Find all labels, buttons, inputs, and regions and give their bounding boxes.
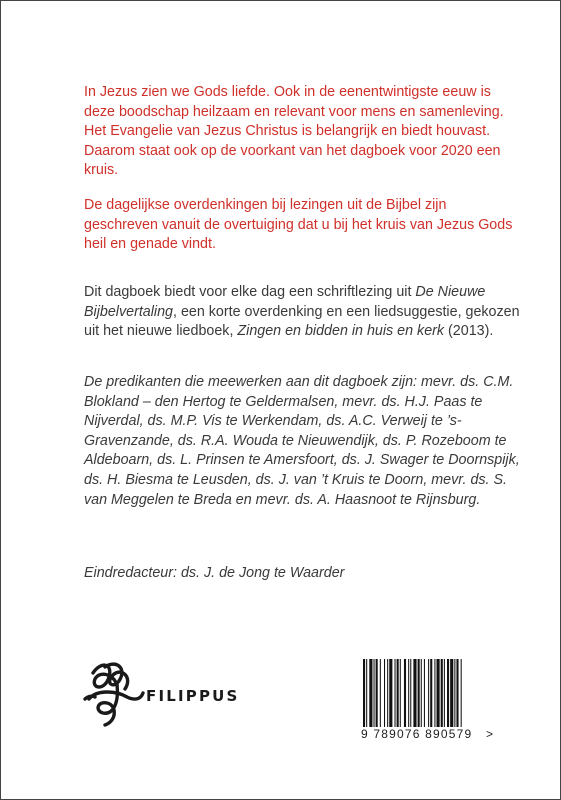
barcode-bar — [389, 659, 392, 727]
publisher-logo — [83, 659, 263, 734]
barcode-bar — [408, 659, 409, 727]
barcode-bar — [461, 659, 462, 727]
barcode-bar — [374, 659, 375, 727]
intro-paragraph-red: In Jezus zien we Gods liefde. Ook in de eenentwintigste eeuw is deze boodschap heilzaam en relevant voor mens en samenleving. Het Evangelie van Jezus Christus is belangrijk en biedt houvast. Daarom staat ook op de voorkant van het dagboek voor 2020 een kruis. — [84, 84, 504, 179]
barcode-bar — [424, 659, 425, 727]
description-text-3: (2013). — [444, 323, 494, 340]
barcode-bar — [454, 659, 455, 727]
barcode-bar — [430, 659, 432, 727]
preachers-intro: De predikanten die meewerken aan dit dagboek zijn: — [84, 374, 421, 390]
barcode-bar — [387, 659, 388, 727]
editor-credit: Eindredacteur: ds. J. de Jong te Waarder — [84, 565, 345, 581]
barcode-bar — [450, 659, 453, 727]
barcode-bar — [384, 659, 385, 727]
barcode-bar — [441, 659, 443, 727]
barcode-bar — [437, 659, 440, 727]
description-text-2: , een korte overdenking en een liedsuggestie, gekozen uit het nieuwe liedboek, — [84, 303, 520, 340]
barcode-bars — [361, 659, 497, 727]
preachers-list: mevr. ds. C.M. Blokland – den Hertog te Geldermalsen, mevr. ds. H.J. Paas te Nijverdal, ds. M.P. Vis te Werkendam, ds. A.C. Verweij te ’s-Gravenzande, ds. R.A. Wouda te Nieuwendijk, ds. P. Rozeboom te Aldeboarn, ds. L. Prinsen te Amersfoort, ds. J. Swager te Doornspijk, ds. H. Biesma te Leusden, ds. J. van ’t Kruis te Doorn, mevr. ds. S. van Meggelen te Breda en mevr. ds. A. Haasnoot te Rijnsburg. — [84, 374, 520, 508]
bible-translation-title: De Nieuwe Bijbelvertaling — [84, 284, 486, 320]
barcode-bar — [413, 659, 416, 727]
barcode-bar — [418, 659, 420, 727]
barcode-bar — [447, 659, 449, 727]
barcode-bar — [434, 659, 435, 727]
isbn-number — [361, 727, 494, 741]
preachers-paragraph — [84, 373, 524, 510]
barcode-bar — [363, 659, 365, 727]
barcode-bar — [404, 659, 406, 727]
hymnbook-title: Zingen en bidden in huis en kerk — [237, 323, 445, 340]
description-text: Dit dagboek biedt voor elke dag een schriftlezing uit — [84, 284, 416, 300]
barcode-bar — [376, 659, 378, 727]
barcode-bar — [456, 659, 458, 727]
barcode-bar — [380, 659, 381, 727]
description-paragraph — [84, 283, 524, 342]
filippus-swirl-logo-icon — [83, 659, 145, 734]
barcode-bar — [421, 659, 422, 727]
isbn-digits: 9 789076 890579 — [361, 727, 473, 741]
barcode-bar — [366, 659, 367, 727]
barcode-bar — [400, 659, 401, 727]
isbn-arrow: > — [486, 727, 495, 741]
intro-paragraph-red-2: De dagelijkse overdenkingen bij lezingen uit de Bijbel zijn geschreven vanuit de overtuiging dat u bij het kruis van Jezus Gods heil en genade vindt. — [84, 197, 513, 253]
barcode-bar — [444, 659, 445, 727]
barcode-bar — [428, 659, 429, 727]
barcode-bar — [410, 659, 411, 727]
publisher-name: FILIPPUS — [146, 687, 240, 705]
barcode-bar — [395, 659, 396, 727]
barcode-bar — [397, 659, 399, 727]
isbn-barcode — [361, 659, 497, 727]
barcode-bar — [369, 659, 372, 727]
